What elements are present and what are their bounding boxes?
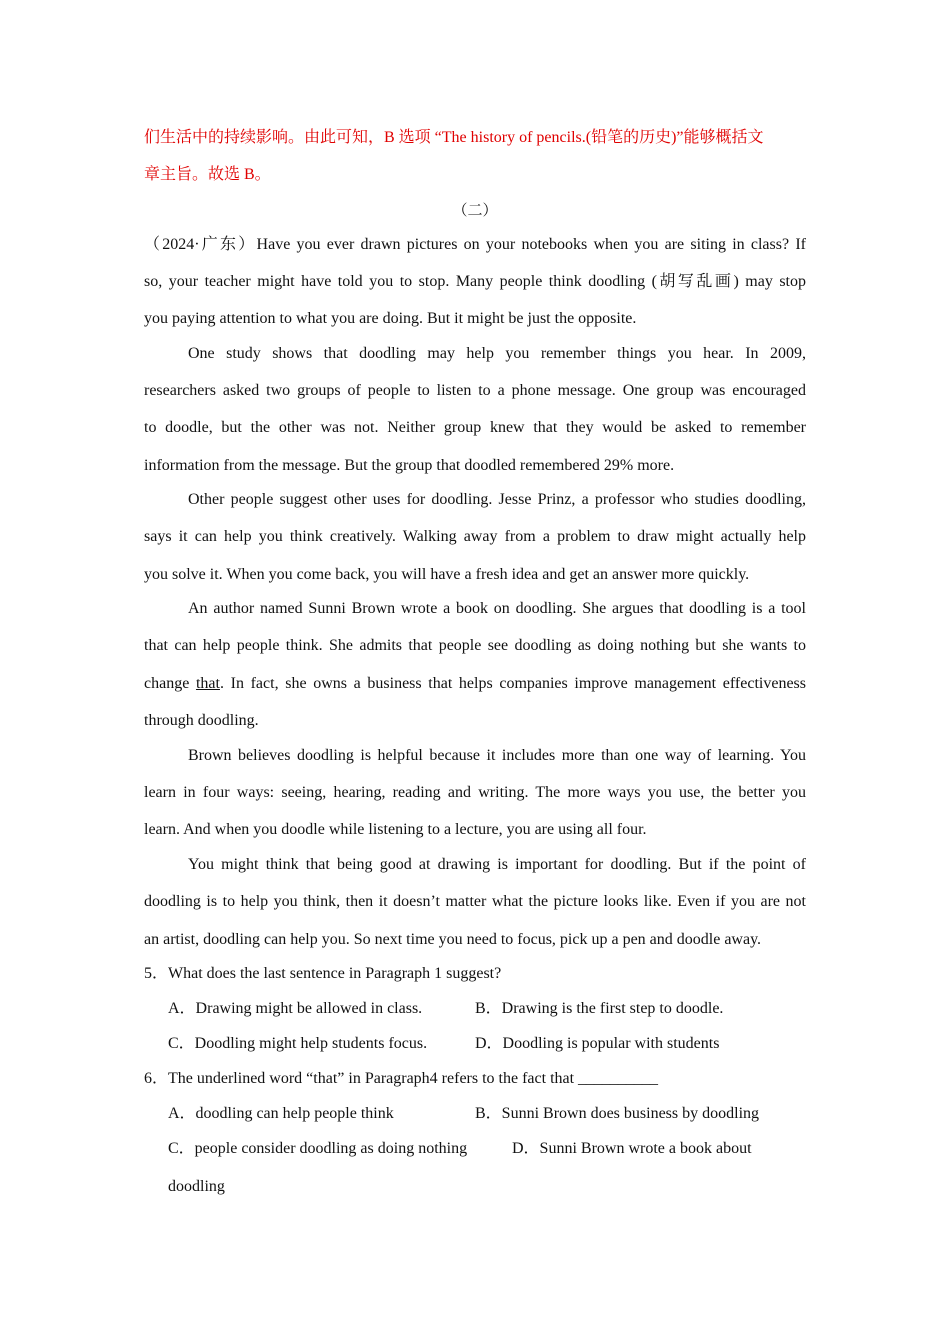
- passage-line: An author named Sunni Brown wrote a book on doodling. She argues that doodling is a tool: [188, 600, 806, 617]
- question-5-stem: 5．What does the last sentence in Paragraph 1 suggest?: [144, 965, 502, 982]
- passage-line: Brown believes doodling is helpful because it includes more than one way of learning. You: [188, 747, 806, 764]
- question-6-option-b: B．Sunni Brown does business by doodling: [475, 1105, 760, 1122]
- passage-line: You might think that being good at drawing is important for doodling. But if the point of: [188, 856, 806, 873]
- question-6-stem: 6．The underlined word “that” in Paragraph4 refers to the fact that __________: [144, 1070, 659, 1087]
- question-5-option-d: D．Doodling is popular with students: [475, 1035, 720, 1052]
- passage-line: so, your teacher might have told you to stop. Many people think doodling (胡写乱画) may stop: [144, 273, 806, 290]
- answer-explanation-line-1: 们生活中的持续影响。由此可知，B 选项 “The history of pencils.(铅笔的历史)”能够概括文: [144, 129, 764, 146]
- passage-line: [144, 674, 806, 694]
- passage-line: that can help people think. She admits that people see doodling as doing nothing but she wants to: [144, 637, 806, 654]
- passage-text: change: [144, 675, 196, 692]
- passage-text: . In fact, she owns a business that helps companies improve management effectiveness: [219, 675, 806, 692]
- section-title: （二）: [452, 203, 498, 219]
- question-6-option-d: D．Sunni Brown wrote a book about: [512, 1140, 752, 1157]
- underlined-word-that: that: [195, 675, 220, 692]
- passage-line: doodling is to help you think, then it doesn’t matter what the picture looks like. Even if you are not: [144, 893, 806, 910]
- question-6-option-c: C．people consider doodling as doing nothing: [168, 1140, 468, 1157]
- passage-line: learn in four ways: seeing, hearing, reading and writing. The more ways you use, the better you: [144, 784, 806, 801]
- passage-line: One study shows that doodling may help you remember things you hear. In 2009,: [188, 345, 806, 362]
- question-5-option-a: A．Drawing might be allowed in class.: [168, 1000, 423, 1017]
- question-6-option-d-continuation: doodling: [168, 1178, 225, 1195]
- passage-line: through doodling.: [144, 712, 259, 729]
- answer-explanation-line-2: 章主旨。故选 B。: [144, 166, 271, 183]
- question-5-option-c: C．Doodling might help students focus.: [168, 1035, 428, 1052]
- passage-line: to doodle, but the other was not. Neither group knew that they would be asked to remember: [144, 419, 806, 436]
- passage-line: learn. And when you doodle while listening to a lecture, you are using all four.: [144, 821, 647, 838]
- question-6-option-a: A．doodling can help people think: [168, 1105, 394, 1122]
- passage-line: information from the message. But the group that doodled remembered 29% more.: [144, 457, 675, 474]
- question-5-option-b: B．Drawing is the first step to doodle.: [475, 1000, 724, 1017]
- passage-line: you paying attention to what you are doing. But it might be just the opposite.: [144, 310, 637, 327]
- passage-line: an artist, doodling can help you. So next time you need to focus, pick up a pen and doodle away.: [144, 931, 762, 948]
- passage-line: （2024·广东）Have you ever drawn pictures on your notebooks when you are siting in class? If: [144, 236, 806, 253]
- passage-line: says it can help you think creatively. Walking away from a problem to draw might actually help: [144, 528, 806, 545]
- passage-line: you solve it. When you come back, you will have a fresh idea and get an answer more quickly.: [144, 566, 750, 583]
- passage-line: Other people suggest other uses for doodling. Jesse Prinz, a professor who studies doodling,: [188, 491, 806, 508]
- passage-line: researchers asked two groups of people to listen to a phone message. One group was encouraged: [144, 382, 806, 399]
